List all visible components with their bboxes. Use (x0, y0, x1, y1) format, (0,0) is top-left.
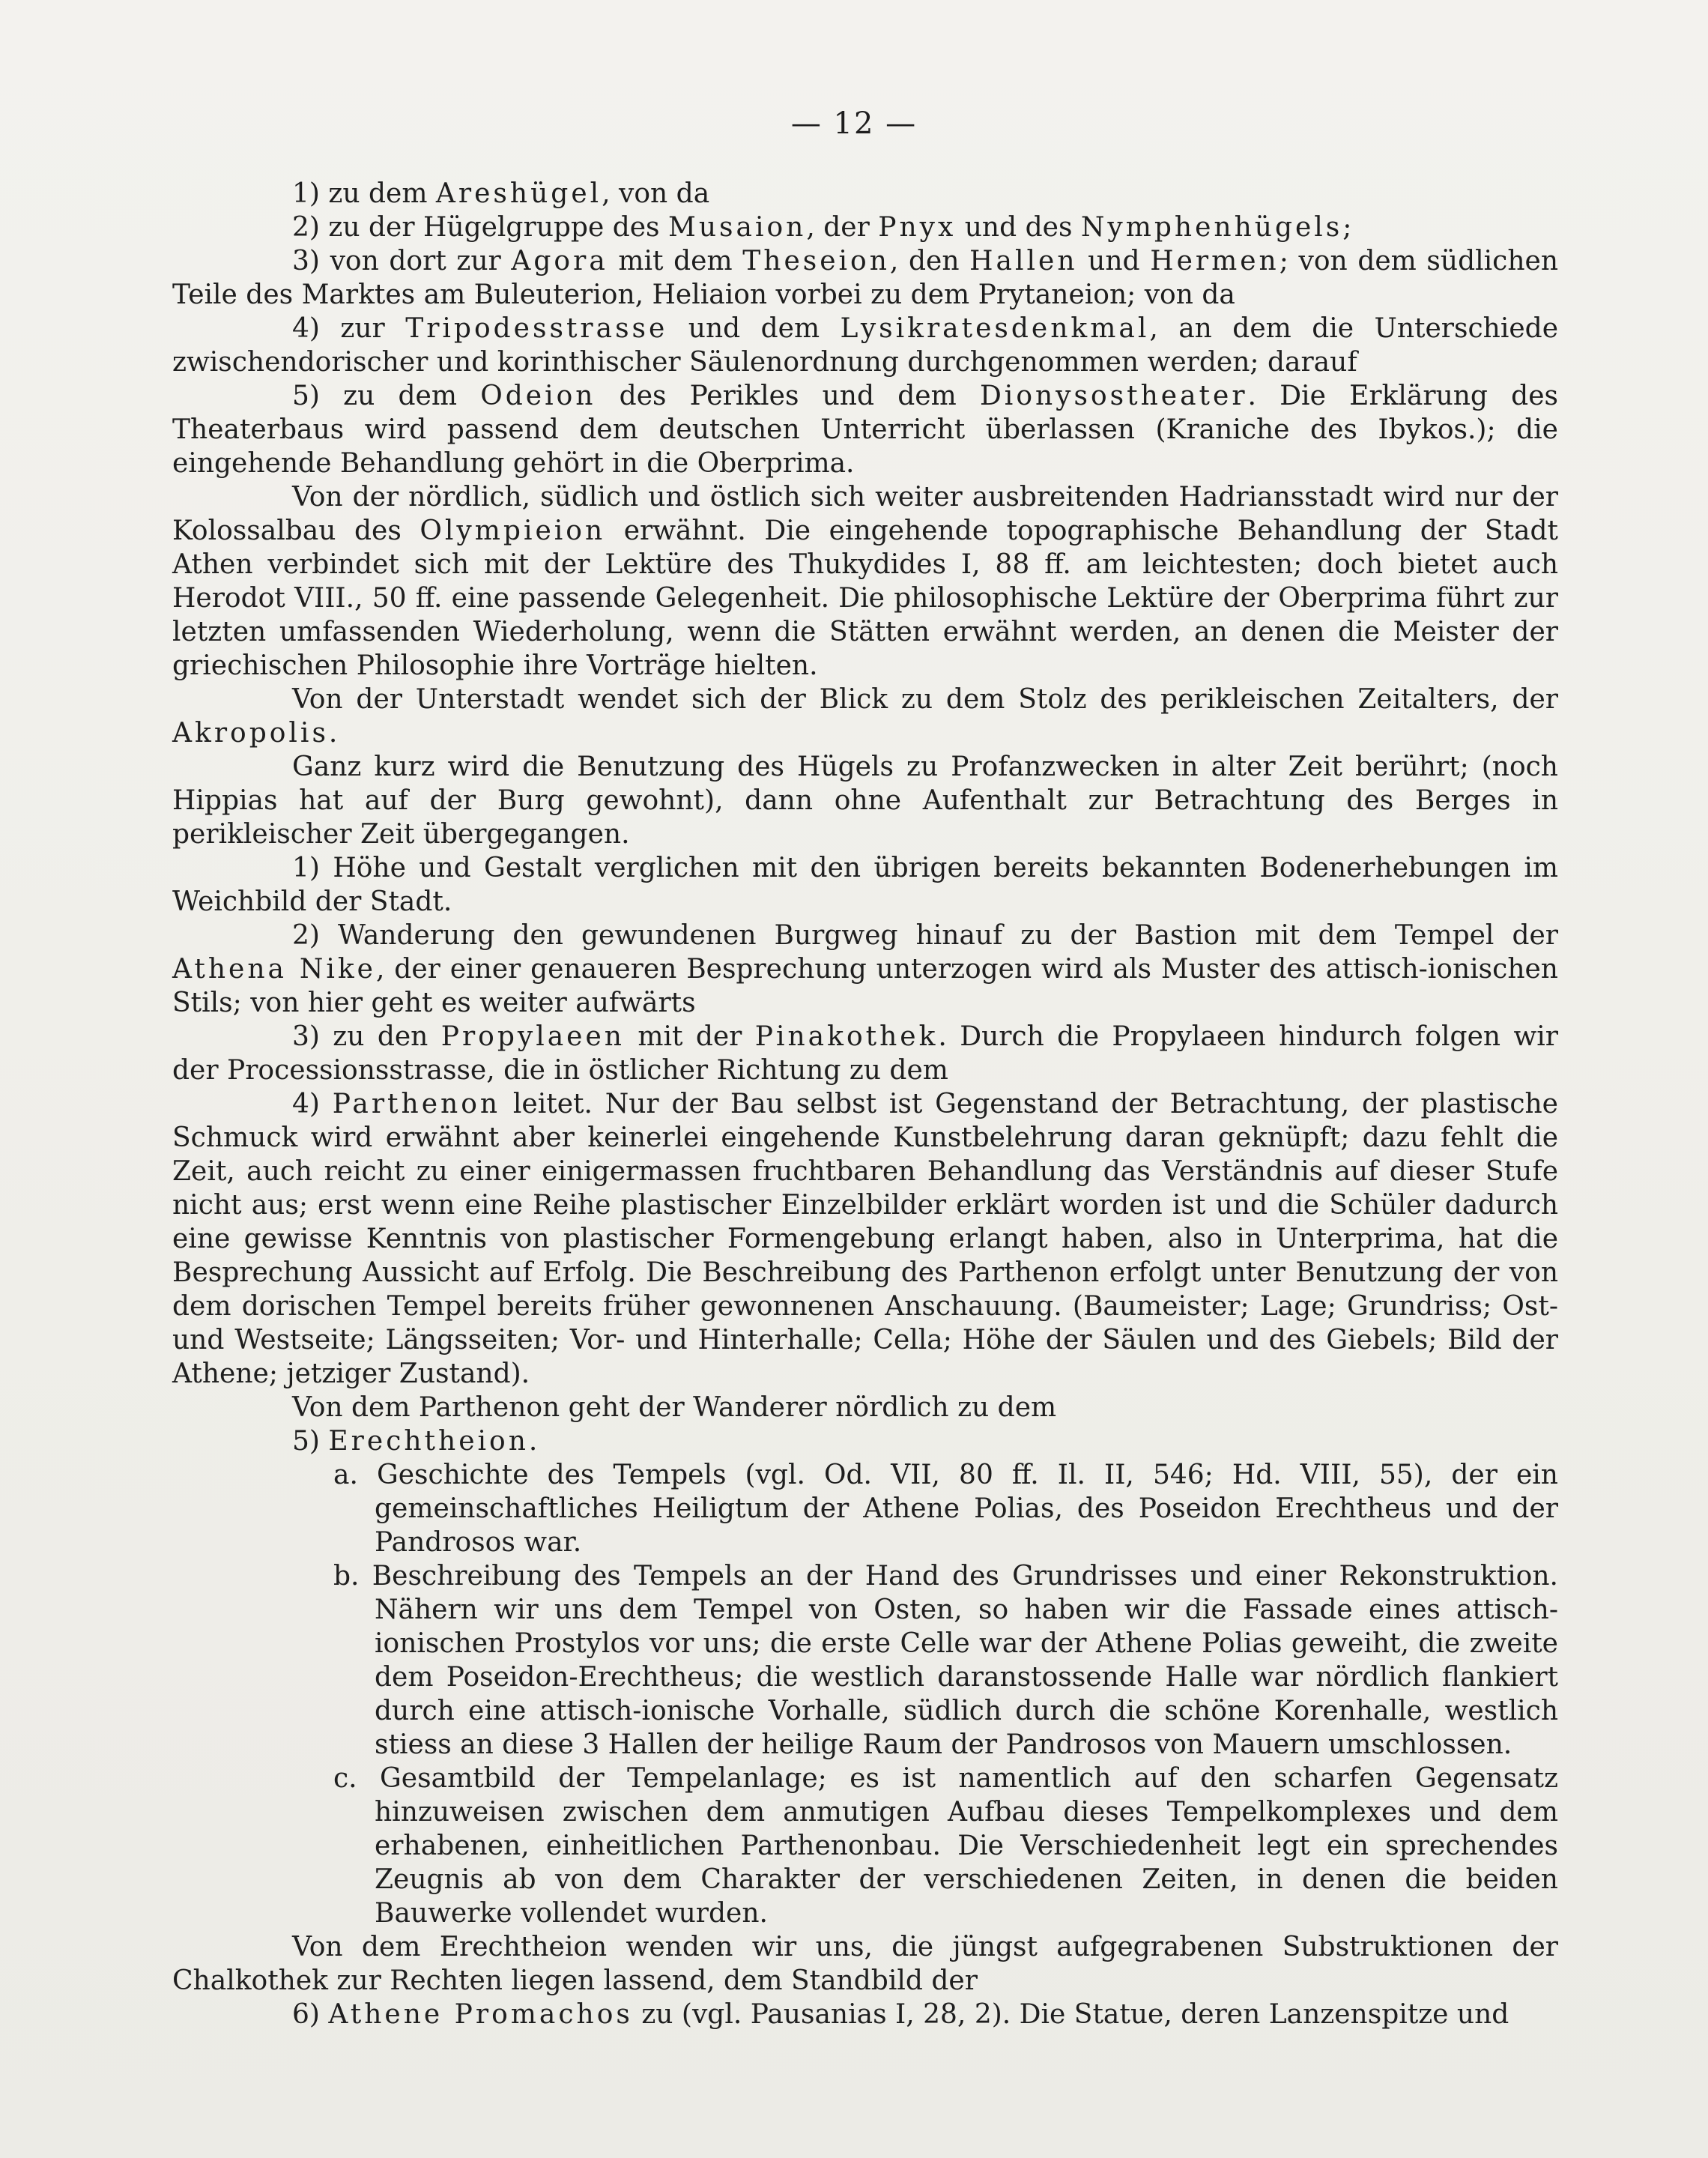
text-run: , von da (602, 178, 710, 209)
spaced-term: Olympieion (420, 516, 606, 546)
spaced-term: Hermen (1150, 246, 1280, 276)
text-run: b. Beschreibung des Tempels an der Hand des Grundrisses und einer Rekonstruktion. Nähern wir uns dem Tempel von Osten, so haben wir die Fassade eines attisch-ionischen Prostylos vor uns; die erste Celle war der Athene Polias geweiht, die zweite dem Poseidon-Erechtheus; die westlich daranstossende Halle war nördlich flankiert durch eine attisch-ionische Vorhalle, südlich durch die schöne Korenhalle, westlich stiess an diese 3 Hallen der heilige Raum der Pandrosos von Mauern umschlossen. (333, 1561, 1558, 1760)
page-number: — 12 — (790, 106, 918, 141)
text-run: Von der nördlich, südlich und östlich sich weiter ausbreitenden Hadriansstadt wird nur der Kolossalbau des (172, 482, 1558, 546)
spaced-term: Akropolis (172, 718, 329, 749)
paragraph-14 (172, 1424, 1558, 1458)
text-run: 3) von dort zur (292, 246, 512, 276)
text-run: und dem (667, 313, 841, 344)
text-run: . Die Erklärung des Theaterbaus wird passend dem deutschen Unterricht überlassen (Kraniche des Ibykos.); die eingehende Behandlung gehört in die Oberprima. (172, 381, 1559, 479)
spaced-term: Athena Nike (172, 954, 376, 985)
spaced-term: Agora (511, 246, 608, 276)
spaced-term: Dionysostheater (979, 381, 1248, 411)
spaced-term: Nymphenhügels (1080, 212, 1343, 243)
spaced-term: Hallen (969, 246, 1078, 276)
text-run: ; von dem südlichen Teile des Marktes am Buleuterion, Heliaion vorbei zu dem Prytaneion; von da (172, 246, 1558, 310)
paragraph-1 (172, 177, 1558, 211)
text-run: Ganz kurz wird die Benutzung des Hügels zu Profanzwecken in alter Zeit berührt; (noch Hippias hat auf der Burg gewohnt), dann ohne Aufenthalt zur Betrachtung des Berges in perikleischer Zeit übergegangen. (172, 752, 1558, 850)
paragraph-9 (172, 851, 1558, 919)
paragraph-13 (172, 1391, 1558, 1424)
paragraph-11 (172, 1020, 1558, 1087)
list-item-a (333, 1458, 1558, 1559)
text-run: mit dem (608, 246, 743, 276)
paragraph-2 (172, 211, 1558, 244)
paragraph-10 (172, 919, 1558, 1020)
spaced-term: Erechtheion (328, 1426, 529, 1457)
text-run: Von dem Parthenon geht der Wanderer nördlich zu dem (292, 1392, 1057, 1423)
text-run: a. Geschichte des Tempels (vgl. Od. VII, 80 ff. Il. II, 546; Hd. VIII, 55), der ein gemeinschaftliches Heiligtum der Athene Polias, des Poseidon Erechtheus und der Pandrosos war. (333, 1460, 1558, 1558)
text-run: c. Gesamtbild der Tempelanlage; es ist namentlich auf den scharfen Gegensatz hinzuweisen zwischen dem anmutigen Aufbau dieses Tempelkomplexes und dem erhabenen, einheitlichen Parthenonbau. Die Verschiedenheit legt ein sprechendes Zeugnis ab von dem Charakter der verschiedenen Zeiten, in denen die beiden Bauwerke vollendet wurden. (333, 1763, 1558, 1929)
text-run: des Perikles und dem (596, 381, 980, 411)
text-run: . Durch die Propylaeen hindurch folgen wir der Processionsstrasse, die in östlicher Richtung zu dem (172, 1021, 1558, 1086)
text-run: 1) zu dem (292, 178, 436, 209)
spaced-term: Lysikratesdenkmal (840, 313, 1150, 344)
paragraph-12 (172, 1087, 1558, 1391)
text-run: und (1077, 246, 1151, 276)
spaced-term: Musaion (667, 212, 807, 243)
paragraph-7 (172, 683, 1558, 750)
spaced-term: Pnyx (878, 212, 957, 243)
spaced-term: Odeion (480, 381, 596, 411)
text-run: mit der (624, 1021, 755, 1052)
list-item-b (333, 1559, 1558, 1762)
spaced-term: Tripodesstrasse (405, 313, 668, 344)
text-run: Von dem Erechtheion wenden wir uns, die jüngst aufgegrabenen Substruktionen der Chalkothek zur Rechten liegen lassend, dem Standbild der (172, 1932, 1558, 1996)
text-run: Von der Unterstadt wendet sich der Blick zu dem Stolz des perikleischen Zeitalters, der (292, 684, 1558, 715)
spaced-term: Pinakothek (754, 1021, 939, 1052)
text-run: , der (806, 212, 879, 243)
paragraph-15 (172, 1930, 1558, 1998)
text-run: 2) Wanderung den gewundenen Burgweg hinauf zu der Bastion mit dem Tempel der (292, 920, 1558, 951)
text-run: . (528, 1426, 538, 1457)
paragraph-4 (172, 312, 1558, 379)
paragraph-8 (172, 750, 1558, 851)
paragraph-16 (172, 1998, 1558, 2031)
text-run: 3) zu den (292, 1021, 441, 1052)
text-run: ; (1342, 212, 1352, 243)
text-run: 1) Höhe und Gestalt verglichen mit den übrigen bereits bekannten Bodenerhebungen im Weichbild der Stadt. (172, 853, 1558, 917)
text-run: erwähnt. Die eingehende topographische Behandlung der Stadt Athen verbindet sich mit der Lektüre des Thukydides I, 88 ff. am leichtesten; doch bietet auch Herodot VIII., 50 ff. eine passende Gelegenheit. Die philosophische Lektüre der Oberprima führt zur letzten umfassenden Wiederholung, wenn die Stätten erwähnt werden, an denen die Meister der griechischen Philosophie ihre Vorträge hielten. (172, 516, 1558, 681)
paragraph-3 (172, 244, 1558, 312)
text-run: 5) (292, 1426, 329, 1457)
paragraph-6 (172, 480, 1558, 683)
text-run: 5) zu dem (292, 381, 481, 411)
text-run: und des (956, 212, 1081, 243)
text-run: 4) zur (292, 313, 406, 344)
body-text (172, 177, 1558, 2031)
text-run: leitet. Nur der Bau selbst ist Gegenstand der Betrachtung, der plastische Schmuck wird erwähnt aber keinerlei eingehende Kunstbelehrung daran geknüpft; dazu fehlt die Zeit, auch reicht zu einer einigermassen fruchtbaren Behandlung das Verständnis auf dieser Stufe nicht aus; erst wenn eine Reihe plastischer Einzelbilder erklärt worden ist und die Schüler dadurch eine gewisse Kenntnis von plastischer Formengebung erlangt haben, also in Unterprima, hat die Besprechung Aussicht auf Erfolg. Die Beschreibung des Parthenon erfolgt unter Benutzung der von dem dorischen Tempel bereits früher gewonnenen Anschauung. (Baumeister; Lage; Grundriss; Ost- und Westseite; Längsseiten; Vor- und Hinterhalle; Cella; Höhe der Säulen und des Giebels; Bild der Athene; jetziger Zustand). (172, 1089, 1558, 1389)
text-run: , der einer genaueren Besprechung unterzogen wird als Muster des attisch-ionischen Stils; von hier geht es weiter aufwärts (172, 954, 1558, 1018)
spaced-term: Theseion (742, 246, 890, 276)
text-run: 4) (292, 1089, 333, 1119)
spaced-term: Areshügel (435, 178, 602, 209)
spaced-term: Parthenon (332, 1089, 501, 1119)
paragraph-5 (172, 379, 1558, 480)
text-run: zu (vgl. Pausanias I, 28, 2). Die Statue, deren Lanzenspitze und (632, 1999, 1509, 2030)
spaced-term: Propylaeen (440, 1021, 625, 1052)
list-item-c (333, 1762, 1558, 1930)
text-run: , den (889, 246, 970, 276)
text-run: 2) zu der Hügelgruppe des (292, 212, 668, 243)
text-run: 6) (292, 1999, 329, 2030)
text-run: . (328, 718, 338, 749)
spaced-term: Athene Promachos (328, 1999, 633, 2030)
text-run: , an dem die Unterschiede zwischendorischer und korinthischer Säulenordnung durchgenommen werden; darauf (172, 313, 1559, 378)
